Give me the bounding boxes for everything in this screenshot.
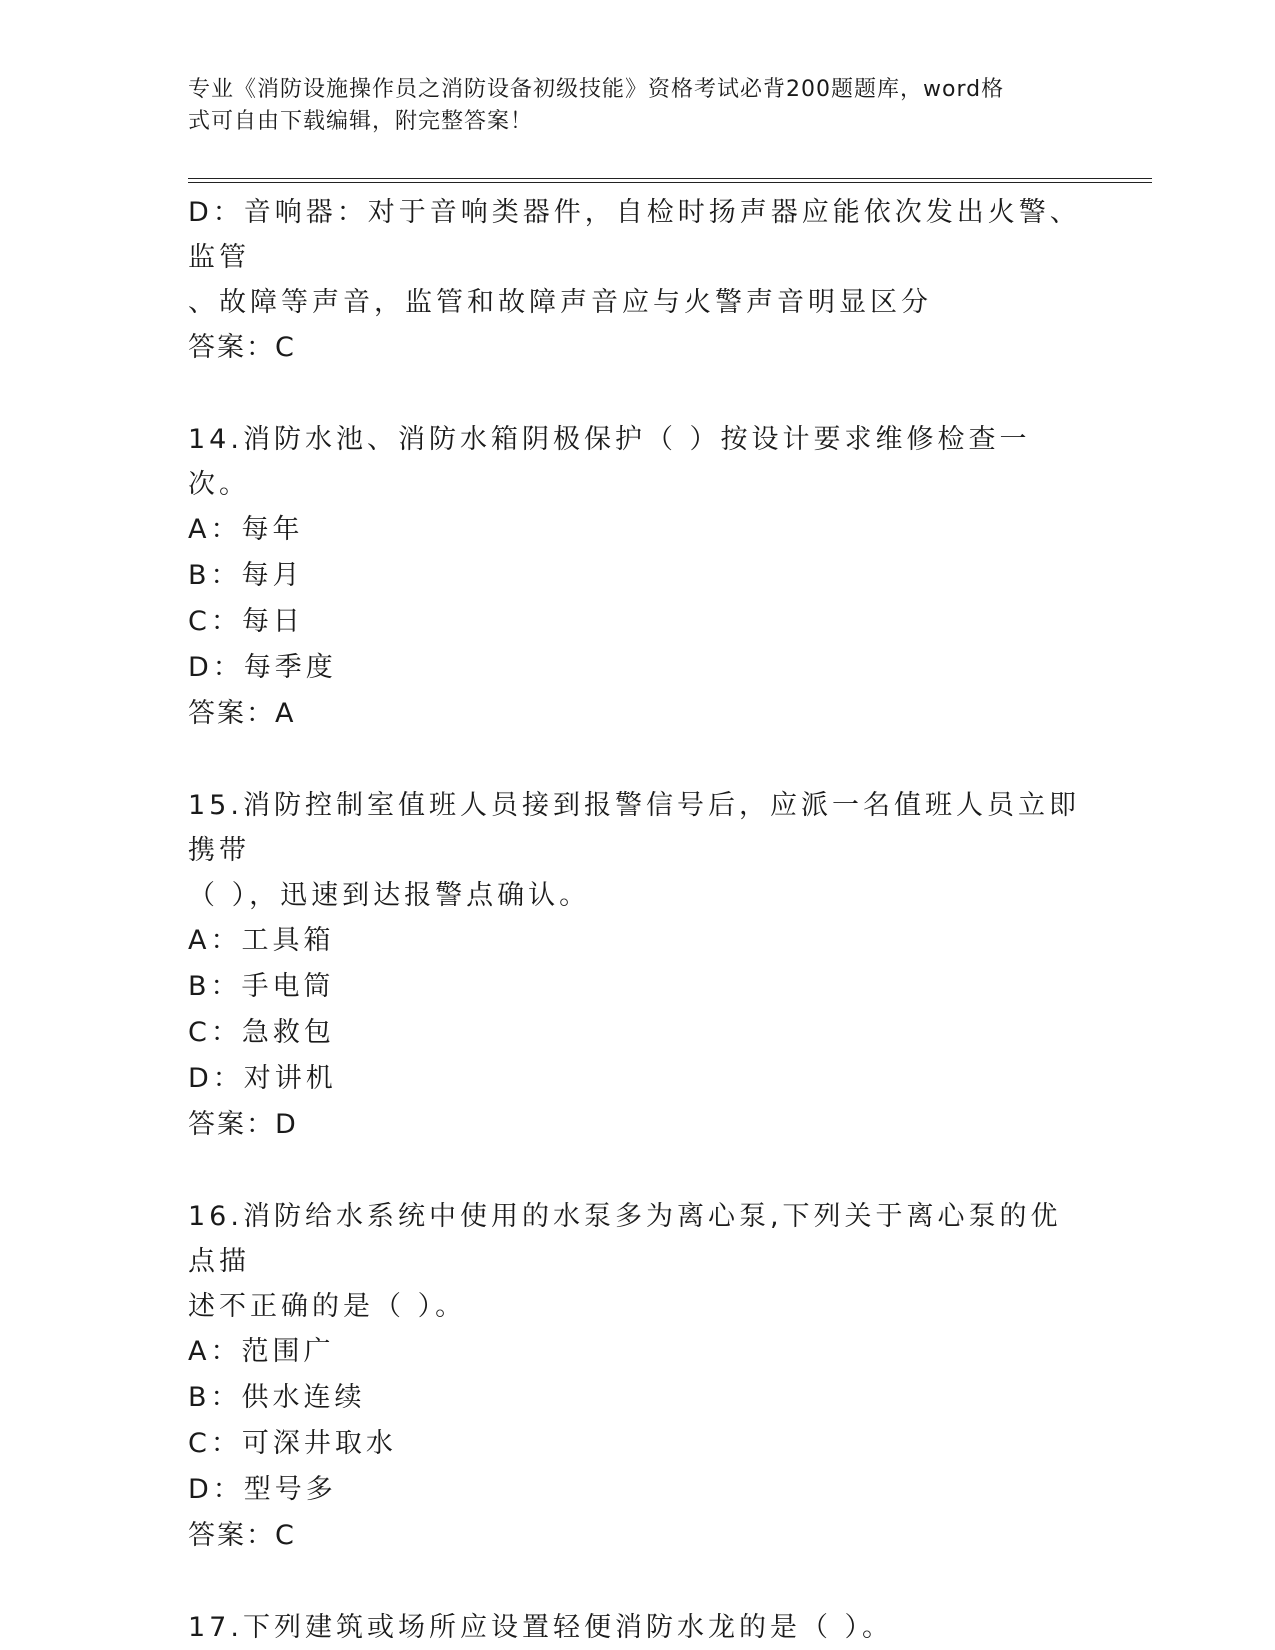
question-stem: 述不正确的是（ ）。 [188,1291,467,1322]
question-stem: 17.下列建筑或场所应设置轻便消防水龙的是（ ）。 [188,1612,894,1643]
header-rule [188,182,1152,183]
option-a: A：每年 [188,514,304,545]
option-a: A：范围广 [188,1336,335,1367]
question-stem: 14.消防水池、消防水箱阴极保护（ ）按设计要求维修检查一次。 [188,424,1031,500]
option-b: B：每月 [188,560,304,591]
header-line: 专业《消防设施操作员之消防设备初级技能》资格考试必背200题题库，word格 [188,77,1005,102]
option-d: D：对讲机 [188,1063,337,1094]
option-b: B：手电筒 [188,971,335,1002]
question-17 [188,1605,1088,1650]
option-b: B：供水连续 [188,1382,366,1413]
answer-line: 答案：C [188,332,296,363]
header-rule [188,178,1152,179]
option-c: C：可深井取水 [188,1428,397,1459]
option-c: C：每日 [188,606,304,637]
question-list [188,190,1088,1650]
question-16 [188,1194,1088,1559]
question-stem: 16.消防给水系统中使用的水泵多为离心泵,下列关于离心泵的优点描 [188,1201,1062,1277]
document-header [188,74,1068,138]
question-stem: 15.消防控制室值班人员接到报警信号后，应派一名值班人员立即携带 [188,790,1080,866]
answer-line: 答案：C [188,1520,296,1551]
answer-line: 答案：A [188,698,296,729]
option-d: D：每季度 [188,652,337,683]
option-c: C：急救包 [188,1017,335,1048]
header-line: 式可自由下载编辑，附完整答案！ [188,109,534,134]
question-14 [188,417,1088,737]
question-stem: （ ），迅速到达报警点确认。 [188,880,591,911]
option-a: A：工具箱 [188,925,335,956]
answer-line: 答案：D [188,1109,298,1140]
question-15 [188,783,1088,1148]
option-d: D：音响器：对于音响类器件，自检时扬声器应能依次发出火警、监管 、故障等声音，监管和故障声音应与火警声音明显区分 [188,197,1081,318]
option-d: D：型号多 [188,1474,337,1505]
